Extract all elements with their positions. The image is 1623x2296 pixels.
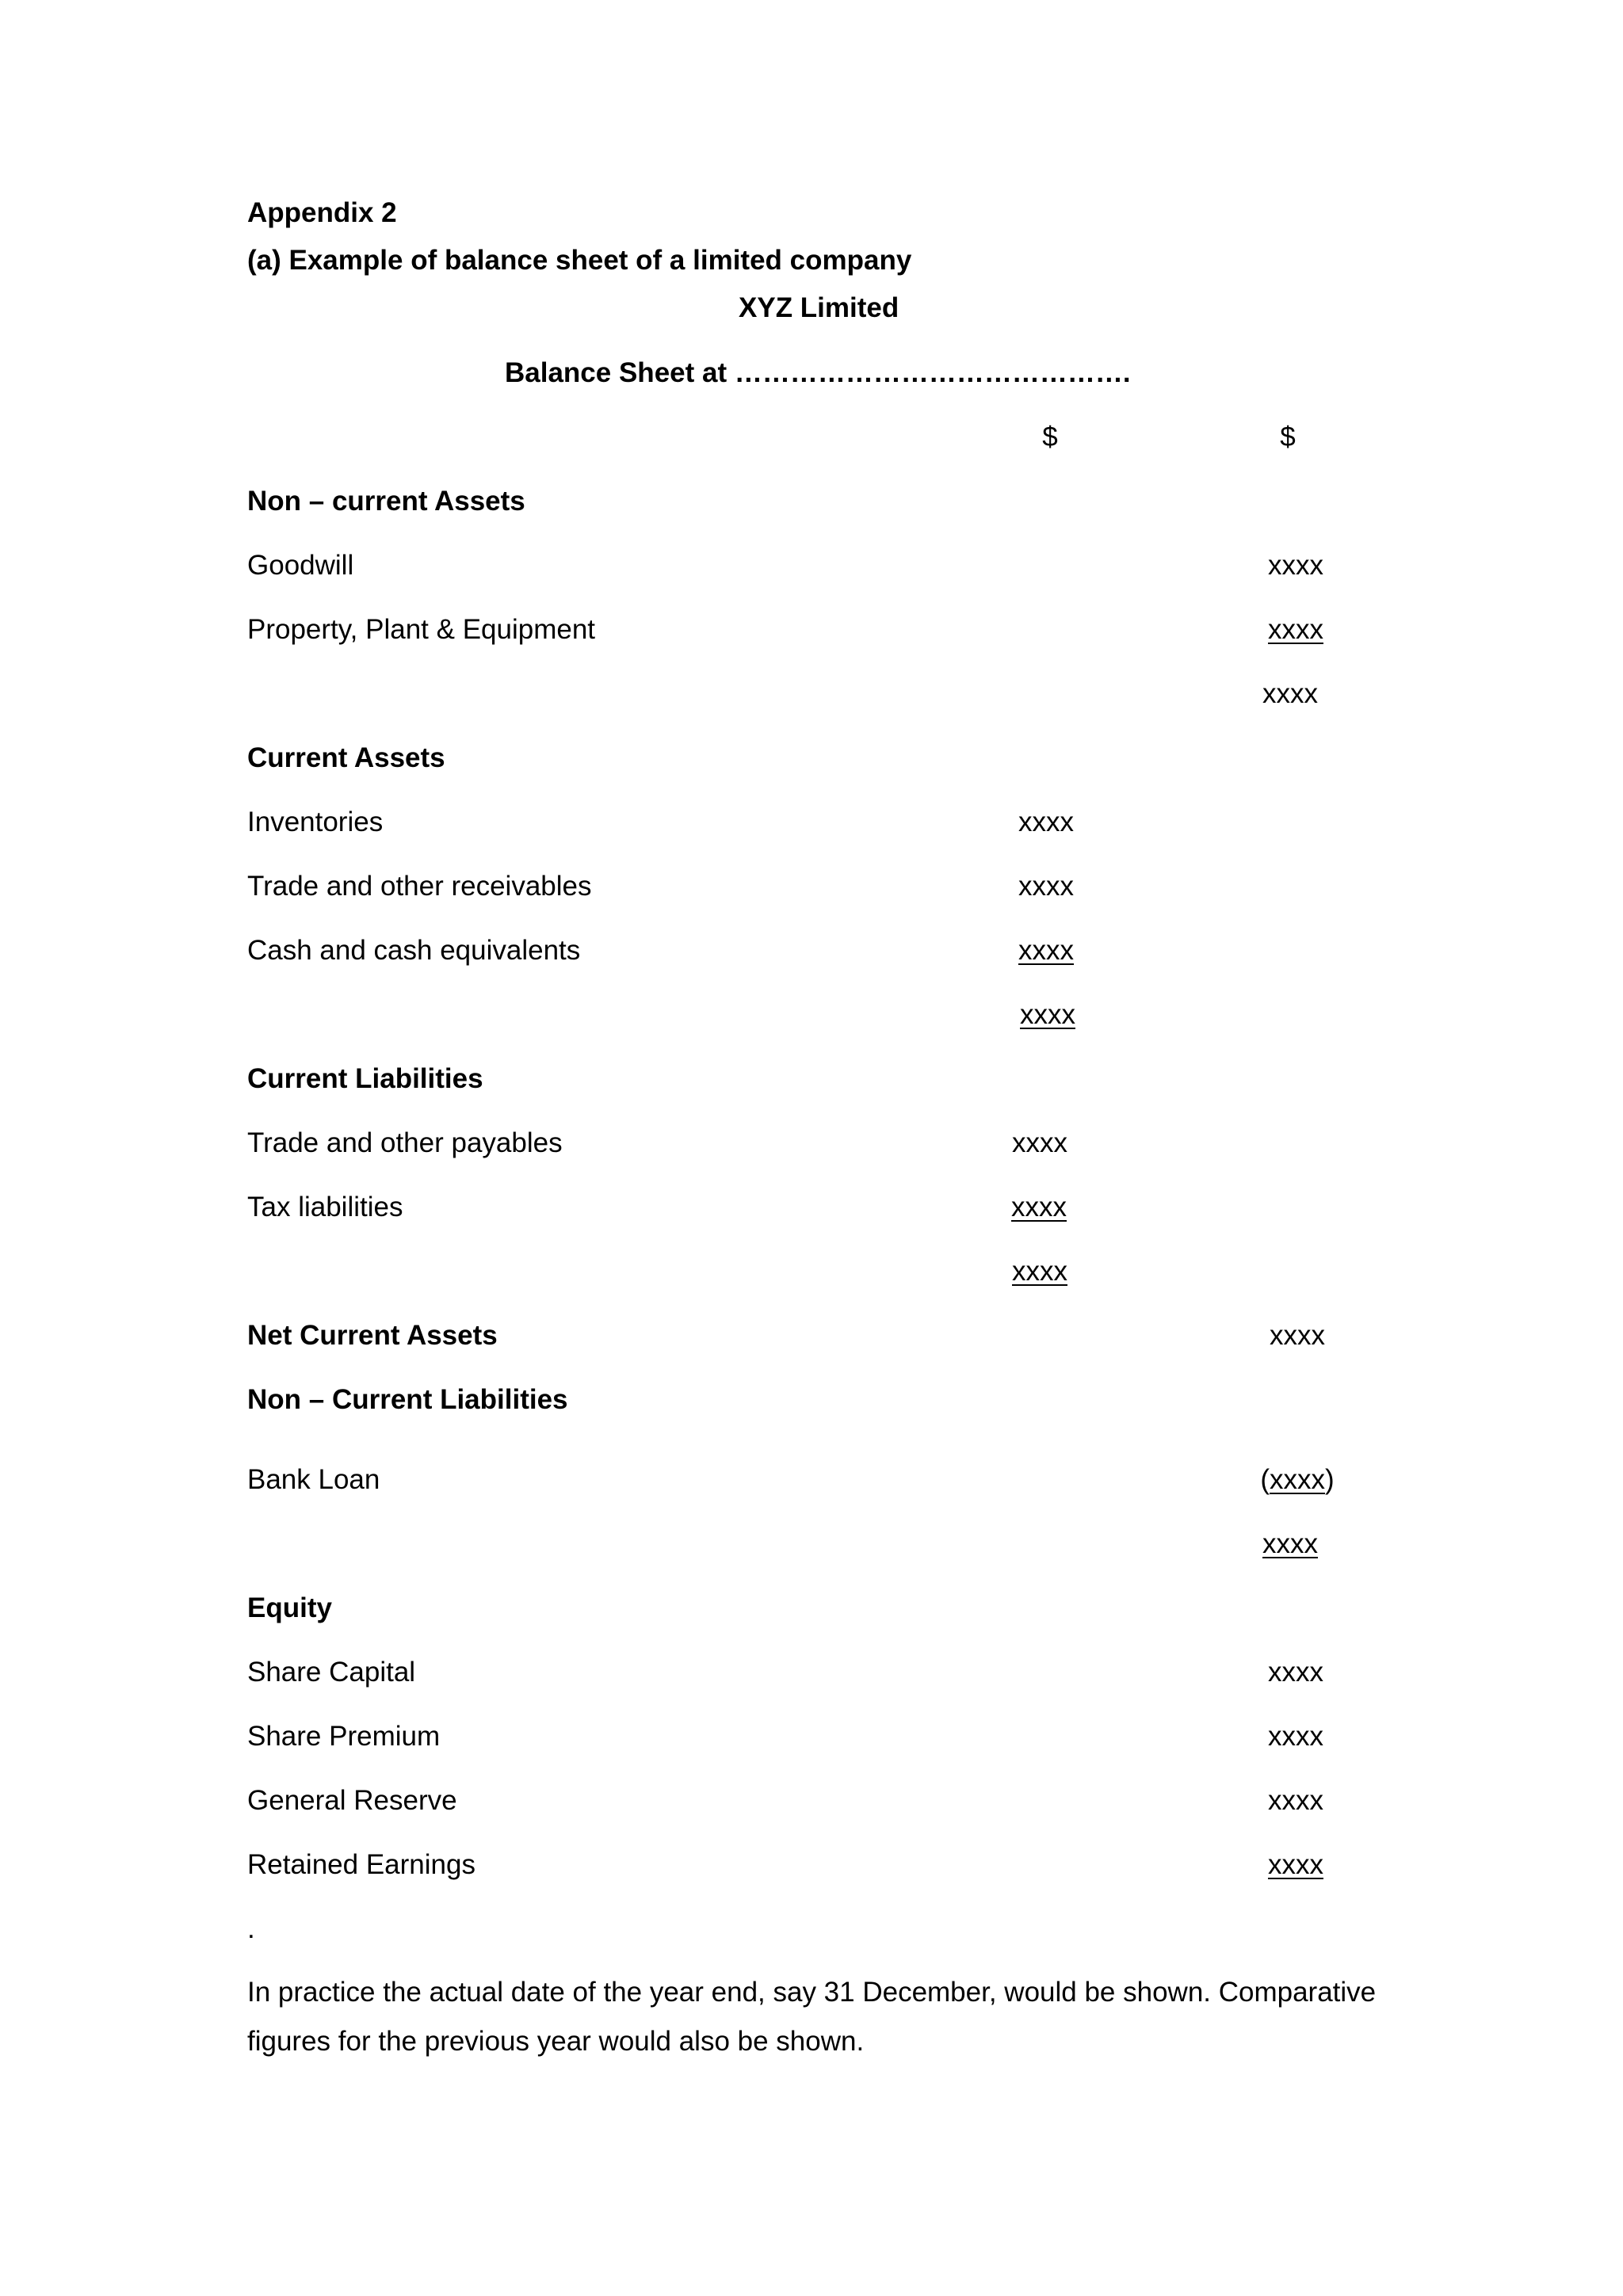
section-label: Non – Current Liabilities [247,1384,568,1415]
line-item-receivables [0,870,1623,903]
section-label: Net Current Assets [247,1320,498,1351]
line-item-label: Share Capital [247,1657,416,1688]
footnote-paragraph: In practice the actual date of the year end, say 31 December, would be shown. Comparative figures for the previous year would also be shown. [247,1977,1377,2057]
line-item-label: Trade and other receivables [247,871,592,902]
line-item-label: General Reserve [247,1785,457,1816]
line-item-label: Share Premium [247,1721,441,1752]
line-item-goodwill [0,549,1623,582]
open-paren: ( [1260,1464,1270,1495]
col2-value [1246,1463,1349,1497]
subtotal-current-assets [0,998,1623,1032]
subtotal-non-current-assets [0,677,1623,711]
balance-sheet-title: Balance Sheet at ……………………………………. [505,357,1131,388]
col1-subtotal: xxxx [1020,999,1075,1030]
line-item-label: Goodwill [247,550,354,581]
section-title-equity [0,1592,1623,1625]
column-header-1: $ [1042,421,1058,452]
section-title-non-current-assets [0,485,1623,518]
subtotal-net-assets [0,1527,1623,1561]
line-item-payables [0,1127,1623,1160]
line-item-label: Bank Loan [247,1464,380,1495]
line-item-cash [0,934,1623,967]
line-item-share-capital [0,1656,1623,1689]
column-header-row [0,421,1623,454]
line-item-label: Retained Earnings [247,1849,475,1880]
line-item-retained-earnings [0,1848,1623,1882]
col2-value: xxxx [1268,1657,1323,1688]
section-label: Non – current Assets [247,486,525,517]
section-label: Current Liabilities [247,1063,483,1094]
col1-value: xxxx [1018,807,1074,837]
line-item-label: Cash and cash equivalents [247,935,581,966]
bank-loan-value: xxxx [1270,1464,1325,1495]
col1-subtotal: xxxx [1012,1256,1067,1287]
section-label: Current Assets [247,742,445,773]
company-name: XYZ Limited [739,292,899,323]
col2-value: xxxx [1268,550,1323,581]
line-item-label: Tax liabilities [247,1192,403,1222]
line-item-general-reserve [0,1784,1623,1817]
subtotal-current-liabilities [0,1255,1623,1288]
section-title-current-liabilities [0,1062,1623,1096]
col1-value: xxxx [1012,1127,1067,1158]
line-item-ppe [0,613,1623,646]
net-current-assets-row [0,1319,1623,1352]
document-subtitle: (a) Example of balance sheet of a limited company [247,245,912,276]
stray-period: . [247,1913,255,1944]
line-item-bank-loan [0,1463,1623,1497]
section-title-current-assets [0,742,1623,775]
section-label: Equity [247,1592,332,1623]
line-item-share-premium [0,1720,1623,1753]
section-title-non-current-liabilities [0,1383,1623,1417]
col1-value: xxxx [1018,935,1074,966]
col2-subtotal: xxxx [1262,678,1318,709]
line-item-label: Property, Plant & Equipment [247,614,596,645]
line-item-label: Inventories [247,807,384,837]
col2-value: xxxx [1268,1721,1323,1752]
appendix-heading: Appendix 2 [247,197,397,228]
column-header-2: $ [1280,421,1296,452]
close-paren: ) [1325,1464,1335,1495]
col2-value: xxxx [1268,1785,1323,1816]
line-item-inventories [0,806,1623,839]
col1-value: xxxx [1018,871,1074,902]
col1-value: xxxx [1011,1192,1067,1222]
col2-value: xxxx [1270,1320,1325,1351]
line-item-tax [0,1191,1623,1224]
line-item-label: Trade and other payables [247,1127,563,1158]
col2-subtotal: xxxx [1262,1528,1318,1559]
col2-value: xxxx [1268,614,1323,645]
col2-value: xxxx [1268,1849,1323,1880]
